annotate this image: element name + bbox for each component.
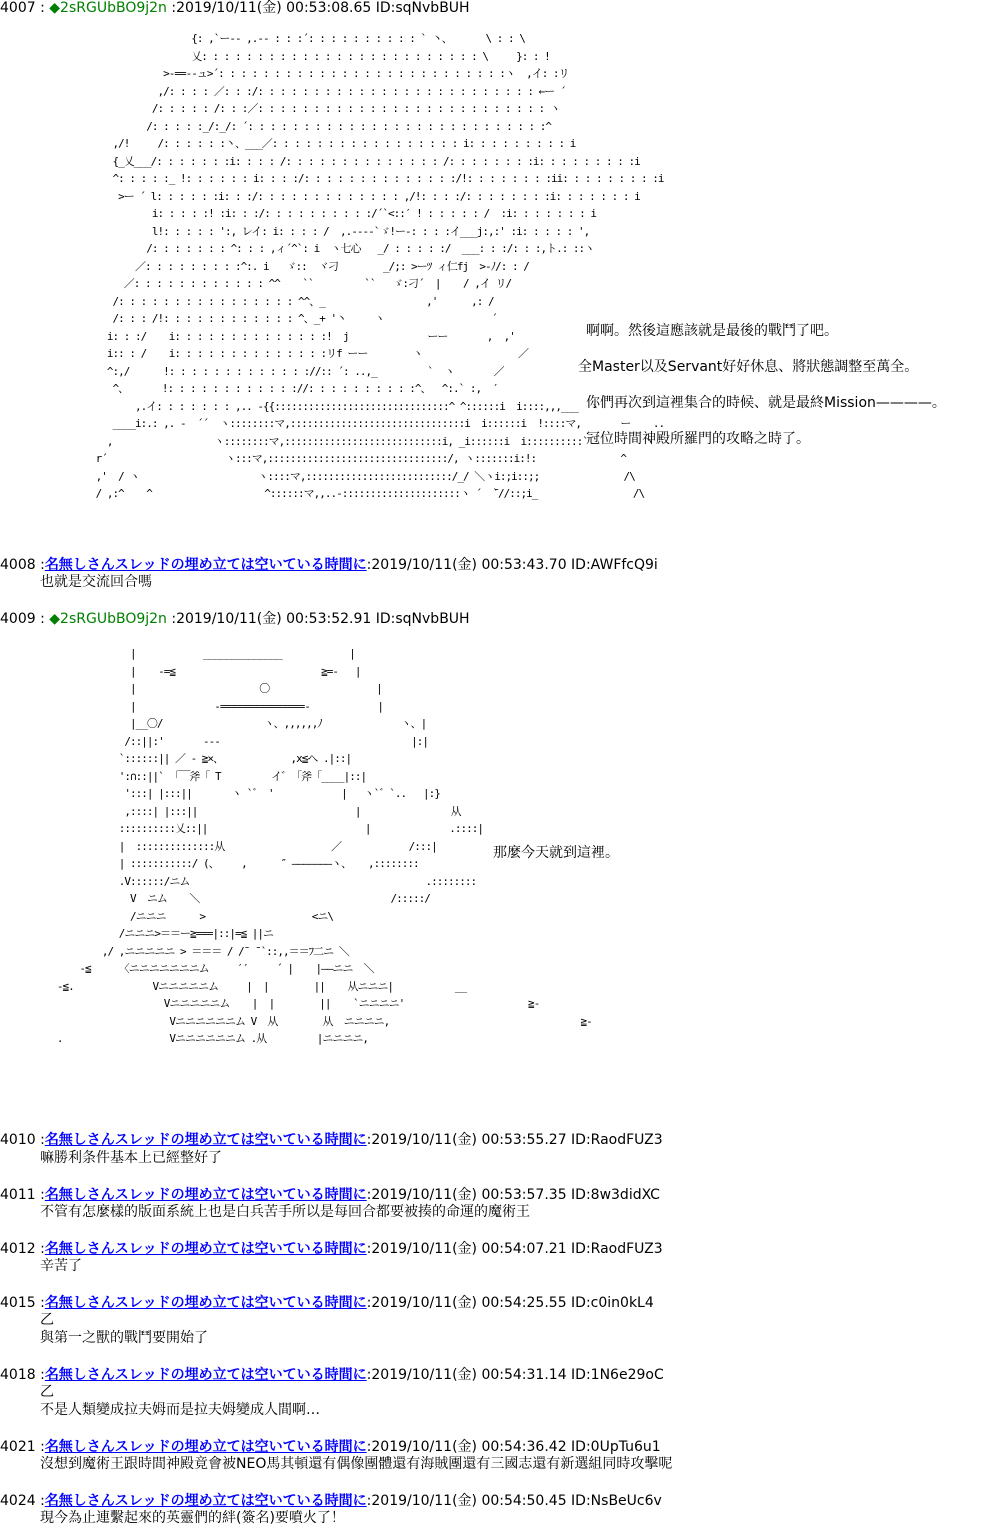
post-separator: : xyxy=(35,1187,45,1203)
post-number: 4011 xyxy=(0,1187,36,1203)
post-header xyxy=(0,1365,664,1385)
post-meta: :2019/10/11(金) 00:54:36.42 ID:0UpTu6u1 xyxy=(366,1439,661,1455)
post-header xyxy=(0,1293,654,1313)
post-header xyxy=(0,1437,661,1457)
post-body: 沒想到魔術王跟時間神殿竟會被NEO馬其頓還有偶像團體還有海賊團還有三國志還有新選組同時攻擊呢 xyxy=(40,1456,673,1472)
post-meta: :2019/10/11(金) 00:54:25.55 ID:c0in0kL4 xyxy=(366,1295,654,1311)
poster-name-link[interactable]: 名無しさんスレッドの埋め立ては空いている時間に xyxy=(44,1367,367,1383)
post-separator: : xyxy=(35,1439,45,1455)
poster-name-link[interactable]: 名無しさんスレッドの埋め立ては空いている時間に xyxy=(44,1132,367,1148)
poster-name-link[interactable]: 名無しさんスレッドの埋め立ては空いている時間に xyxy=(44,1295,367,1311)
post-meta: :2019/10/11(金) 00:53:43.70 ID:AWFfcQ9i xyxy=(366,557,658,573)
dialog-line: 全Master以及Servant好好休息、將狀態調整至萬全。 xyxy=(578,359,919,375)
post-header xyxy=(0,555,658,575)
post-number: 4009 xyxy=(0,611,36,627)
post-header xyxy=(0,1130,663,1150)
post-number: 4010 xyxy=(0,1132,36,1148)
post-body: 與第一之獸的戰鬥要開始了 xyxy=(40,1330,208,1346)
post-header xyxy=(0,1239,663,1259)
post-meta: :2019/10/11(金) 00:53:08.65 ID:sqNvbBUH xyxy=(166,0,470,16)
diamond-icon: ◆ xyxy=(49,611,61,627)
dialog-line: 冠位時間神殿所羅門的攻略之時了。 xyxy=(586,431,810,447)
post-separator: : xyxy=(35,1241,45,1257)
post-body: 不管有怎麼樣的版面系統上也是白兵苦手所以是每回合都要被揍的命運的魔術王 xyxy=(40,1204,530,1220)
post-tripcode: 2sRGUbBO9j2n xyxy=(60,611,167,627)
poster-name-link[interactable]: 名無しさんスレッドの埋め立ては空いている時間に xyxy=(44,1241,367,1257)
post-meta: :2019/10/11(金) 00:53:52.91 ID:sqNvbBUH xyxy=(166,611,470,627)
post-number: 4018 xyxy=(0,1367,36,1383)
post-body: 現今為止連繫起來的英靈們的絆(簽名)要噴火了！ xyxy=(40,1510,345,1526)
post-number: 4015 xyxy=(0,1295,36,1311)
post-meta: :2019/10/11(金) 00:53:55.27 ID:RaodFUZ3 xyxy=(366,1132,663,1148)
post-separator: : xyxy=(35,1295,45,1311)
post-body: 嘛勝利条件基本上已經整好了 xyxy=(40,1150,222,1166)
post-body: 乙 xyxy=(40,1312,54,1328)
dialog-line: 那麼今天就到這裡。 xyxy=(493,845,619,861)
post-body: 辛苦了 xyxy=(40,1258,82,1274)
post-separator: : xyxy=(35,0,50,16)
post-header xyxy=(0,1491,662,1511)
poster-name-link[interactable]: 名無しさんスレッドの埋め立ては空いている時間に xyxy=(44,1187,367,1203)
post-number: 4012 xyxy=(0,1241,36,1257)
post-number: 4008 xyxy=(0,557,36,573)
poster-name-link[interactable]: 名無しさんスレッドの埋め立ては空いている時間に xyxy=(44,1493,367,1509)
diamond-icon: ◆ xyxy=(49,0,61,16)
ascii-art-character-2: | ______________ | | -=≦ ≧=- | | 〇 | | -===============- | |__〇/ ヽ、,,,,,,ﾉ ヽ、| /::||:' --- |:| `::::::|| ／ ‐ ≧×、 ,x≦へ .|::| ':∩::||` 「￣斧「 T イ゛「斧「____|::| ':::| |:::|| ヽ `゛ ' | ヽ`゛`.. |:} ,::::| |:::|| | 从 ::::::::::乂::|| | .::::| | ::::::::::::::从 ／ /:::| | :::::::::::/ (、 , ″ ———————ヽ、 ,:::::::: .V::::::/ニム .:::::::: V ニム ＼ /:::::/ /ニニニ > <ニ\ /ニニニ>＝＝ー≧===|::|=≦ ||ニ ,/ ,ニニニニニ > ＝＝＝ / /¯ ¯`::,,＝＝ﾌ二ニ ＼ -≦ 〈ニニニニニニニム ′′ ´ | |——ニニ ＼ -≦. Vニニニニニム | | || 从ニニニ| __ Vニニニニニム | | || `ニニニニ' ≧- Vニニニニニニム V 从 从 ニニニニ, ≧- . Vニニニニニニム .从 |ニニニニ, xyxy=(56,647,592,1045)
post-header xyxy=(0,1185,660,1205)
post-number: 4007 xyxy=(0,0,36,16)
post-header xyxy=(0,609,470,629)
post-body: 乙 xyxy=(40,1384,54,1400)
post-number: 4024 xyxy=(0,1493,36,1509)
ascii-art-character-1: {: ,`ー-- ,.-- : : :´: : : : : : : : : : ` 丶、 \ : : \ 乂: : : : : : : : : : : : : : : : : : : : : : : : : \ }: : ! >-==--ュ>´: : : : : : : : : : : : : : : : : : : : : : : : : :ヽ ,イ: :リ ,/: : : : ／: : :/: : : : : : : : : : : : : : : : : : : : : : : : : ←ー ´ /: : : : : /: : :／: : : : : : : : : : : : : : : : : : : : : : : : : : ヽ /: : : : :_/:_/: ´: : : : : : : : : : : : : : : : : : : : : : : : : : :^ ,/! /: : : : : :丶、___／: : : : : : : : : : : : : : : : : i: : : : : : : : : i {_乂___/: : : : : : :i: : : : /: : : : : : : : : : : : : : /: : : : : : : :i: : : : : : : : :i ^: : : : :_ !: : : : : : i: : : :/: : : : : : : : : : : : : :/!: : : : : : : :ii: : : : : : : : :i >ー ´ l: : : : : :i: : :/: : : : : : : : : : : : : ,/!: : : :/: : : : : : : :i: : : : : : : i i: : : : :! :i: : :/: : : : : : : : : :/´`<::′ ! : : : : : / :i: : : : : : : i l!: : : : : ':, レイ: i: : : : / ,.----`ゞ!ー‐: : : :イ___j:,:' :i: : : : : ', /: : : : : : : ^: : : ,ィ´^`: i ヽ七心 _/ : : : : :/ ___: : :/: : :,ト.: ::ヽ ／: : : : : : : : :^:. i ゞ:: ヾ刁 _/;: >ーﾂ ィ仁fj >-ﾉ/: : / ／: : : : : : : : : : : : ^^ `` `` ゞ:刁´ | / ,イ リ/ /: : : : : : : : : : : : : : : : ^^、_ ,' ,: / /: : : /!: : : : : : : : : : : : ^、_+ '丶 ヽ ´ i: : :/ i: : : : : : : : : : : : : :! j ーー , ,' i:: : / i: : : : : : : : : : : : : :リf ーー ヽ ／ ^:,/ !: : : : : : : : : : : : ://:: ´: ..,_ ` ヽ ／ ^、 !: : : : : : : : : : : ://: : : : : : : : : :^、 ^:.` :, ′ ,.イ: : : : : : : ,.. -{{:::::::::::::::::::::::::::::::^ ^::::::i i::::,,,___ ヽ ____i:.: ,. - ´´ ヽ::::::::マ,:::::::::::::::::::::::::::::::i i::::::i !::::マ, ー .. , ヽ::::::::マ,::::::::::::::::::::::::::::i, _i::::::i i::::::::::` ヽ r´ ヽ:::マ,::::::::::::::::::::::::::::::::/, ヽ:::::::i:!: ^ ,' / ヽ ヽ::::マ,::::::::::::::::::::::::::/_/ ＼ヽi:;i::;; /\ / ,:^ ^ ^::::::マ,,..-:::::::::::::::::::::ヽ ´ ̄`//::;i_ /\ xyxy=(95,32,665,500)
post-number: 4021 xyxy=(0,1439,36,1455)
post-body: 也就是交流回合嗎 xyxy=(40,574,152,590)
poster-name-link[interactable]: 名無しさんスレッドの埋め立ては空いている時間に xyxy=(44,557,367,573)
post-meta: :2019/10/11(金) 00:54:50.45 ID:NsBeUc6v xyxy=(366,1493,662,1509)
post-separator: : xyxy=(35,1132,45,1148)
post-meta: :2019/10/11(金) 00:54:07.21 ID:RaodFUZ3 xyxy=(366,1241,663,1257)
post-separator: : xyxy=(35,1367,45,1383)
post-body: 不是人類變成拉夫姆而是拉夫姆變成人間啊… xyxy=(40,1402,320,1418)
post-meta: :2019/10/11(金) 00:54:31.14 ID:1N6e29oC xyxy=(366,1367,664,1383)
dialog-line: 你們再次到這裡集合的時候、就是最終Mission————。 xyxy=(586,395,946,411)
post-separator: : xyxy=(35,557,45,573)
post-tripcode: 2sRGUbBO9j2n xyxy=(60,0,167,16)
post-separator: : xyxy=(35,1493,45,1509)
post-separator: : xyxy=(35,611,50,627)
post-header xyxy=(0,0,470,18)
poster-name-link[interactable]: 名無しさんスレッドの埋め立ては空いている時間に xyxy=(44,1439,367,1455)
post-meta: :2019/10/11(金) 00:53:57.35 ID:8w3didXC xyxy=(366,1187,660,1203)
dialog-line: 啊啊。然後這應該就是最後的戰鬥了吧。 xyxy=(586,323,838,339)
